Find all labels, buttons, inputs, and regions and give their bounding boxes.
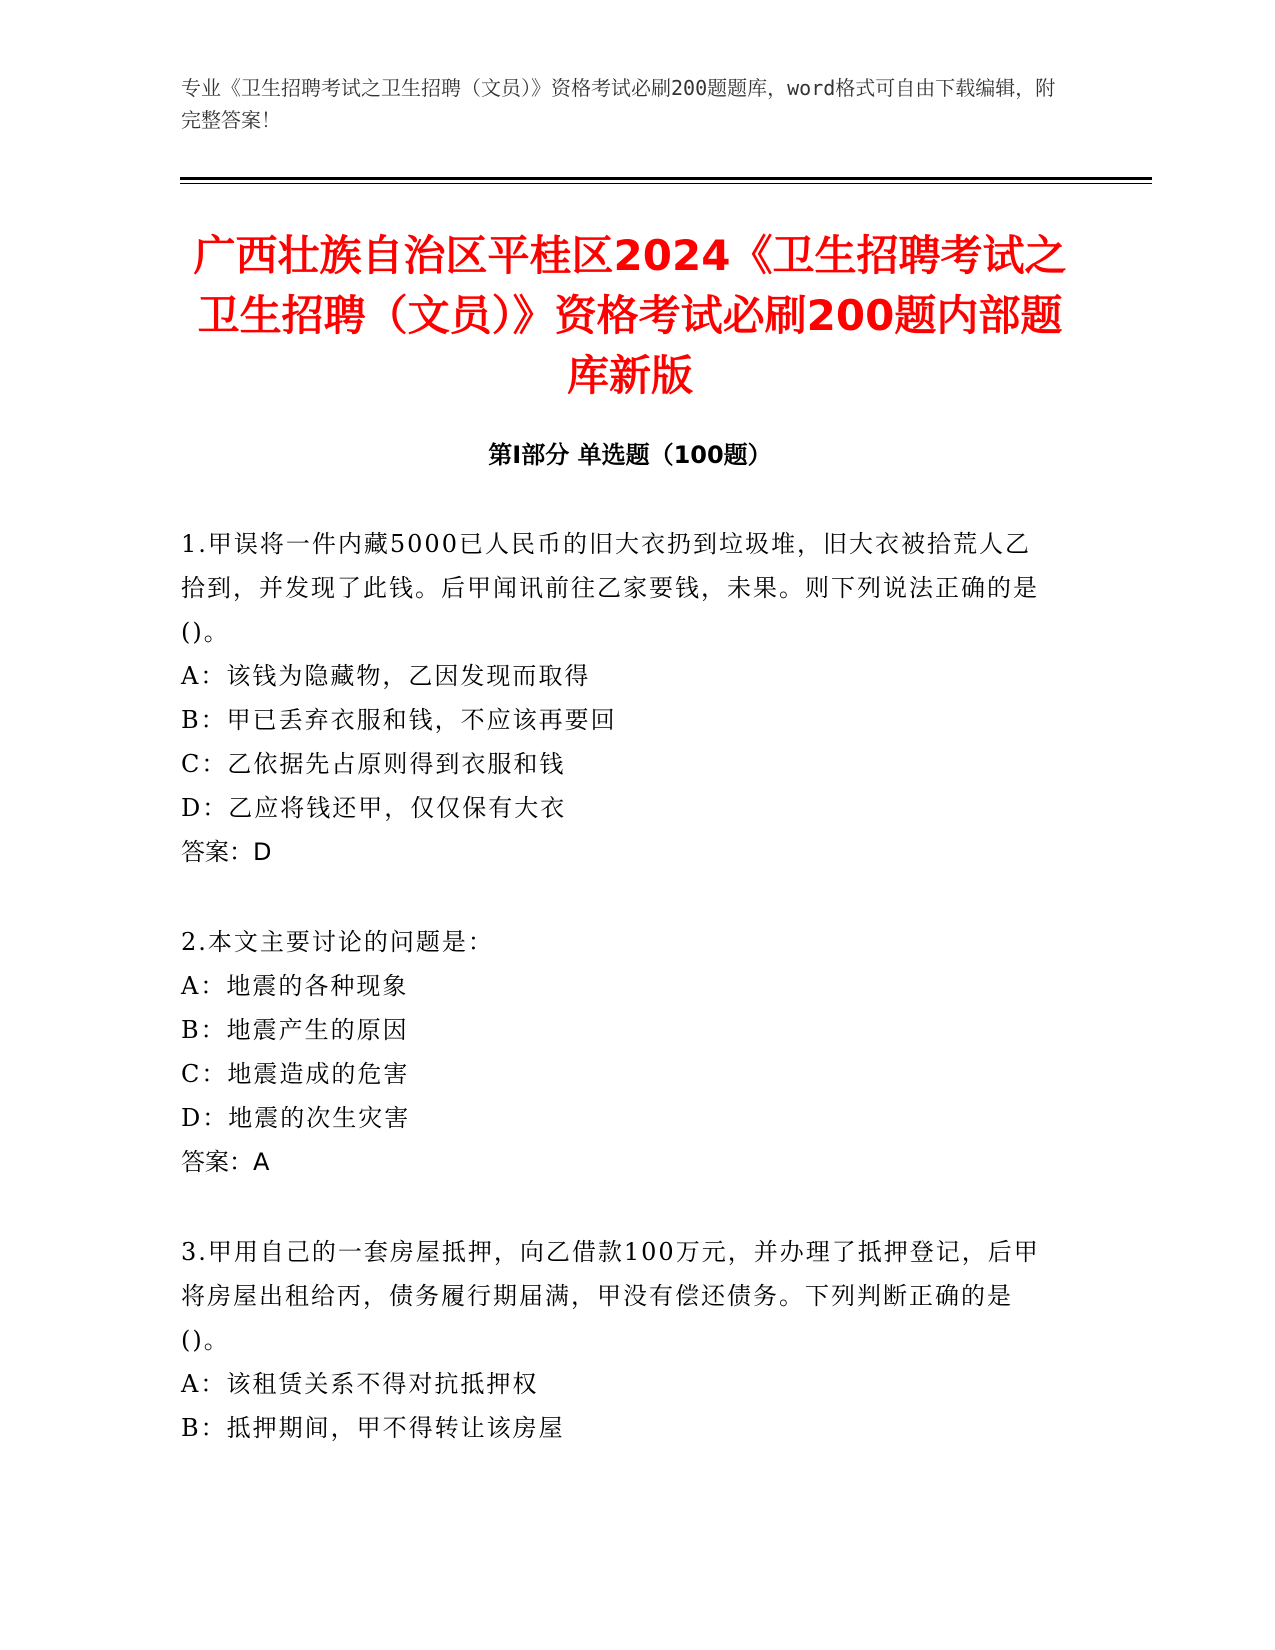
question-list <box>181 522 1051 1496</box>
answer: 答案：A <box>181 1148 270 1176</box>
option-c: C：乙依据先占原则得到衣服和钱 <box>181 750 566 778</box>
option-a: A：地震的各种现象 <box>181 972 409 1000</box>
header-note: 专业《卫生招聘考试之卫生招聘（文员）》资格考试必刷200题题库，word格式可自由下载编辑，附完整答案！ <box>181 76 1056 132</box>
document-title: 广西壮族自治区平桂区2024《卫生招聘考试之卫生招聘（文员）》资格考试必刷200题内部题库新版 <box>193 231 1067 400</box>
option-d: D：地震的次生灾害 <box>181 1104 411 1132</box>
question-text: 2.本文主要讨论的问题是： <box>181 928 494 956</box>
option-d: D：乙应将钱还甲，仅仅保有大衣 <box>181 794 567 822</box>
answer: 答案：D <box>181 838 272 866</box>
option-b: B：甲已丢弃衣服和钱，不应该再要回 <box>181 706 617 734</box>
header-divider-thick <box>180 177 1152 180</box>
option-c: C：地震造成的危害 <box>181 1060 410 1088</box>
header-divider-thin <box>180 183 1152 184</box>
option-b: B：抵押期间，甲不得转让该房屋 <box>181 1414 565 1442</box>
option-a: A：该租赁关系不得对抗抵押权 <box>181 1370 539 1398</box>
question-item <box>181 1230 1051 1450</box>
question-item <box>181 522 1051 874</box>
section-title: 第I部分 单选题（100题） <box>488 441 772 469</box>
option-b: B：地震产生的原因 <box>181 1016 409 1044</box>
question-item <box>181 920 1051 1184</box>
question-text: 3.甲用自己的一套房屋抵押，向乙借款100万元，并办理了抵押登记，后甲将房屋出租给丙，债务履行期届满，甲没有偿还债务。下列判断正确的是()。 <box>181 1238 1040 1354</box>
question-text: 1.甲误将一件内藏5000已人民币的旧大衣扔到垃圾堆，旧大衣被拾荒人乙拾到，并发现了此钱。后甲闻讯前往乙家要钱，未果。则下列说法正确的是()。 <box>181 530 1039 646</box>
option-a: A：该钱为隐藏物，乙因发现而取得 <box>181 662 591 690</box>
